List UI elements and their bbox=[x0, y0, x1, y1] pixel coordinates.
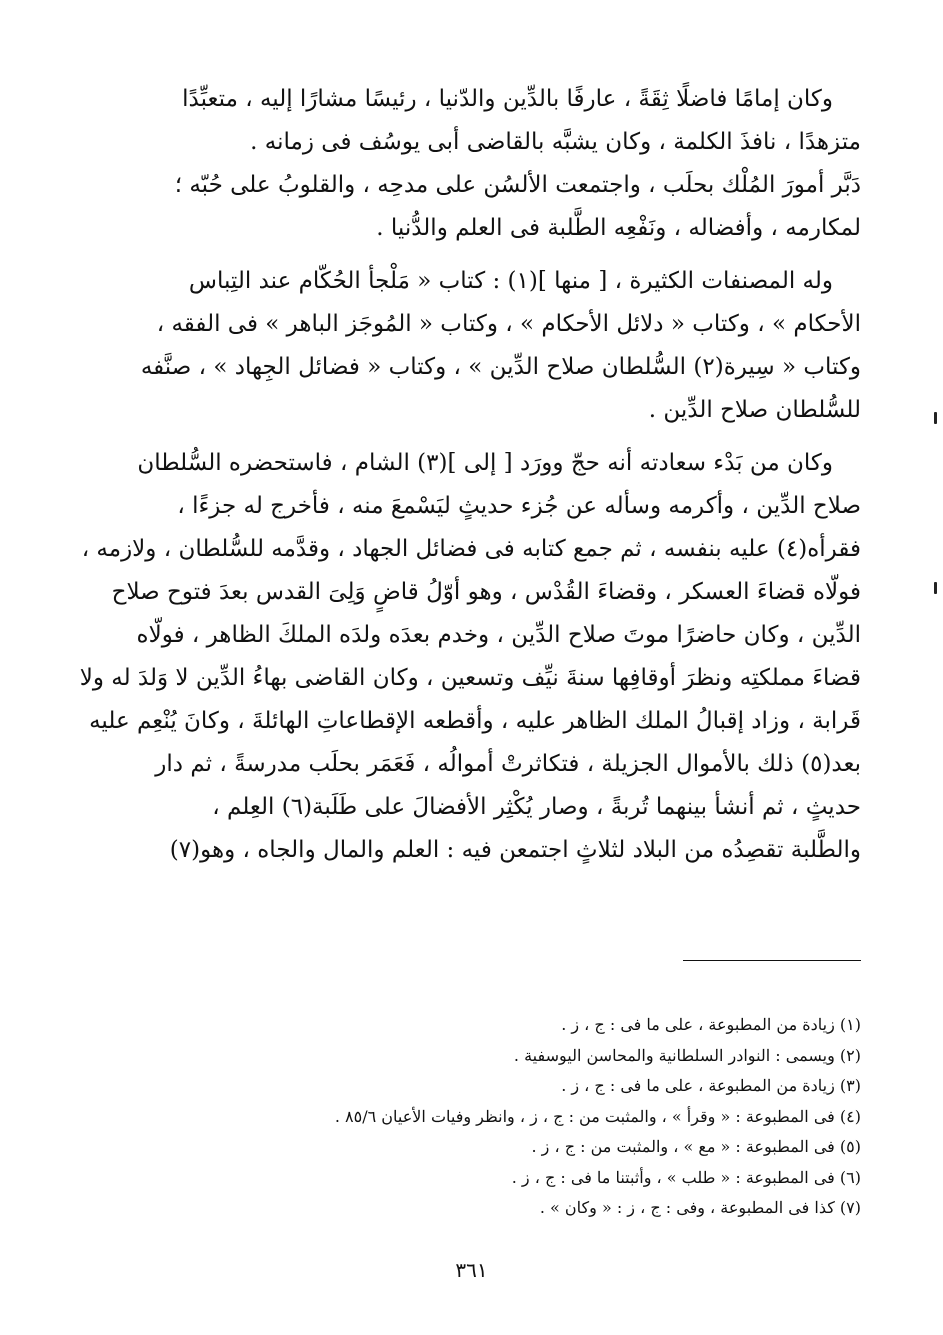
paragraph-gap bbox=[79, 432, 861, 442]
text-line: الأحكام » ، وكتاب « دلائل الأحكام » ، وكتاب « المُوجَز الباهر » فى الفقه ، bbox=[156, 311, 861, 337]
text-line: وكتاب « سِيرة(٢) السُّلطان صلاح الدِّين » ، وكتاب « فضائل الجِهاد » ، صنَّفه bbox=[140, 354, 861, 380]
text-line: صلاح الدِّين ، وأكرمه وسأله عن جُزء حديثٍ ليَسْمعَ منه ، فأخرج له جزءًا ، bbox=[177, 493, 861, 519]
scan-edge-mark bbox=[934, 582, 937, 594]
text-line: والطَّلبة تقصِدُه من البلاد لثلاثٍ اجتمعن فيه : العلم والمال والجاه ، وهو(٧) bbox=[169, 837, 861, 863]
text-line: للسُّلطان صلاح الدِّين . bbox=[648, 397, 861, 423]
footnote: (٦) فى المطبوعة : « طلب » ، وأثبتنا ما فى : ج ، ز . bbox=[511, 1167, 861, 1187]
paragraph-gap bbox=[79, 250, 861, 260]
text-line: فقرأه(٤) عليه بنفسه ، ثم جمع كتابه فى فضائل الجهاد ، وقدَّمه للسُّلطان ، ولازمه ، bbox=[81, 536, 861, 562]
footnote: (٣) زيادة من المطبوعة ، على ما فى : ج ، ز . bbox=[561, 1076, 861, 1095]
footnote: (١) زيادة من المطبوعة ، على ما فى : ج ، ز . bbox=[561, 1015, 861, 1034]
text-line: دَبَّر أمورَ المُلْك بحلَب ، واجتمعت الألسُن على مدحِه ، والقلوبُ على حُبّه ؛ bbox=[174, 172, 861, 198]
text-line: وله المصنفات الكثيرة ، [ منها ](١) : كتاب « مَلْجأ الحُكّام عند التِباس bbox=[188, 268, 833, 294]
footnote: (٥) فى المطبوعة : « مع » ، والمثبت من : ج ، ز . bbox=[531, 1137, 861, 1156]
footnote: (٧) كذا فى المطبوعة ، وفى : ج ، ز : « وكان » . bbox=[539, 1198, 861, 1217]
text-line: فولّاه قضاءَ العسكر ، وقضاءَ القُدْس ، وهو أوّلُ قاضٍ وَلِىَ القدس بعدَ فتوح صلاح bbox=[111, 579, 861, 605]
text-line: لمكارمه ، وأفضاله ، ونَفْعِه الطَّلبة فى العلم والدُّنيا . bbox=[376, 215, 861, 241]
footnotes bbox=[221, 1010, 861, 1224]
text-line: بعد(٥) ذلك بالأموال الجزيلة ، فتكاثرتْ أموالُه ، فَعَمَر بحلَب مدرسةً ، ثم دار bbox=[155, 751, 861, 777]
text-line: حديثٍ ، ثم أنشأ بينهما تُربةً ، وصار يُكْثِر الأفضالَ على طَلَبة(٦) العِلم ، bbox=[212, 794, 861, 820]
scan-edge-mark bbox=[934, 412, 937, 424]
text-line: وكان إمامًا فاضلًا ثِقَةً ، عارفًا بالدِّين والدّنيا ، رئيسًا مشارًا إليه ، متعبِّدًا bbox=[182, 86, 833, 112]
text-line: قَرابة ، وزاد إقبالُ الملك الظاهر عليه ، وأقطعه الإقطاعاتِ الهائلةَ ، وكانَ يُنْعِم عليه bbox=[89, 708, 861, 734]
page-number: ٣٦١ bbox=[455, 1258, 488, 1282]
main-text-body bbox=[79, 78, 861, 872]
footnote: (٤) فى المطبوعة : « وقرأ » ، والمثبت من : ج ، ز ، وانظر وفيات الأعيان ٨٥/٦ . bbox=[334, 1106, 861, 1126]
footnote-separator bbox=[683, 960, 861, 961]
text-line: قضاءَ مملكتِه ونظرَ أوقافِها سنةَ نيِّف وتسعين ، وكان القاضى بهاءُ الدِّين لا وَلدَ له ولا bbox=[79, 665, 861, 691]
text-line: متزهدًا ، نافذَ الكلمة ، وكان يشبَّه بالقاضى أبى يوسُف فى زمانه . bbox=[250, 129, 861, 155]
footnote: (٢) ويسمى : النوادر السلطانية والمحاسن اليوسفية . bbox=[513, 1045, 861, 1065]
text-line: الدِّين ، وكان حاضرًا موتَ صلاح الدِّين ، وخدم بعدَه ولدَه الملكَ الظاهر ، فولّاه bbox=[136, 622, 861, 648]
text-line: وكان من بَدْء سعادته أنه حجّ وورَد [ إلى ](٣) الشام ، فاستحضره السُّلطان bbox=[137, 450, 833, 476]
